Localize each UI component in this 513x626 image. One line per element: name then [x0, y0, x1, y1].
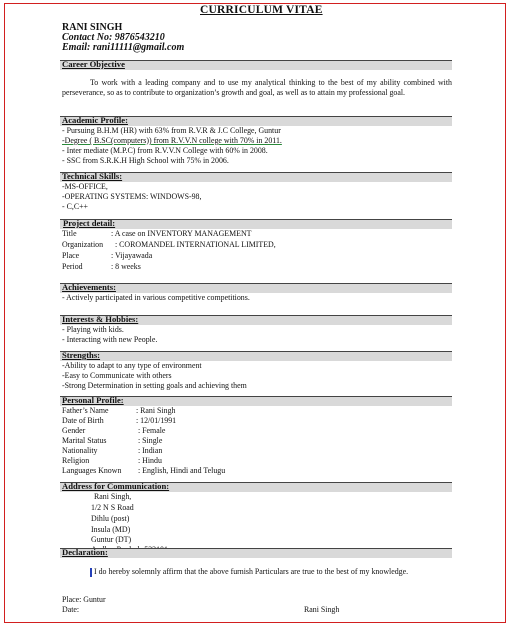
project-place-value: : Vijayawada	[111, 251, 153, 260]
address-heading: Address for Communication:	[62, 481, 170, 491]
project-title-value: : A case on INVENTORY MANAGEMENT	[111, 229, 252, 238]
project-period-value: : 8 weeks	[111, 262, 141, 271]
declaration-heading: Declaration:	[62, 547, 108, 557]
academic-item-2-text: -Degree ( B.SC(computers)) from R.V.V.N college with 70% in 2011.	[62, 136, 282, 145]
dob-label: Date of Birth	[62, 416, 104, 425]
academic-item-3: - Inter mediate (M.P.C) from R.V.V.N College with 60% in 2008.	[62, 146, 268, 155]
address-line-3: Dihlu (post)	[91, 514, 130, 523]
nationality-label: Nationality	[62, 446, 98, 455]
religion-value: : Hindu	[138, 456, 162, 465]
project-organization-label: Organization	[62, 240, 104, 249]
nationality-value: : Indian	[138, 446, 163, 455]
academic-item-2	[62, 136, 282, 146]
strengths-bar	[60, 351, 452, 361]
skill-item-3: - C,C++	[62, 202, 88, 211]
document-title: CURRICULUM VITAE	[200, 4, 323, 16]
career-objective-heading: Career Objective	[62, 59, 125, 69]
project-detail-bar	[60, 219, 452, 229]
dob-value: : 12/01/1991	[136, 416, 177, 425]
text-cursor-icon	[90, 568, 92, 577]
declaration-text	[62, 567, 452, 577]
gender-value: : Female	[138, 426, 166, 435]
interests-heading: Interests & Hobbies:	[62, 314, 139, 324]
academic-item-4: - SSC from S.R.K.H High School with 75% in 2006.	[62, 156, 229, 165]
candidate-name: RANI SINGH	[62, 22, 123, 33]
address-line-4: Insula (MD)	[91, 525, 131, 534]
project-place-label: Place	[62, 251, 80, 260]
achievement-item-1: - Actively participated in various competitive competitions.	[62, 293, 250, 302]
address-line-1: Rani Singh,	[94, 492, 132, 501]
career-objective-text: To work with a leading company and to use my analytical thinking to the best of my ability combined with perseverance, so as to contribute to organization’s growth and goal, as well as to attain my professional goal.	[62, 78, 452, 97]
strengths-heading: Strengths:	[62, 350, 101, 360]
marital-status-value: : Single	[138, 436, 163, 445]
father-name-value: : Rani Singh	[136, 406, 176, 415]
interest-item-1: - Playing with kids.	[62, 325, 124, 334]
interest-item-2: - Interacting with new People.	[62, 335, 158, 344]
skill-item-2: -OPERATING SYSTEMS: WINDOWS-98,	[62, 192, 202, 201]
email-address: Email: rani11111@gmail.com	[62, 42, 185, 53]
languages-label: Languages Known	[62, 466, 122, 475]
project-organization-value: : COROMANDEL INTERNATIONAL LIMITED,	[115, 240, 276, 249]
project-detail-heading: Project detail:	[63, 218, 116, 228]
skill-item-1: -MS-OFFICE,	[62, 182, 108, 191]
footer-place: Place: Guntur	[62, 595, 106, 604]
achievements-bar	[60, 283, 452, 293]
strength-item-1: -Ability to adapt to any type of environment	[62, 361, 202, 370]
strength-item-2: -Easy to Communicate with others	[62, 371, 172, 380]
project-title-label: Title	[62, 229, 77, 238]
religion-label: Religion	[62, 456, 90, 465]
languages-value: : English, Hindi and Telugu	[138, 466, 226, 475]
technical-skills-heading: Technical Skills:	[62, 171, 123, 181]
footer-signature: Rani Singh	[304, 605, 340, 614]
achievements-heading: Achievements:	[62, 282, 116, 292]
academic-item-1: - Pursuing B.H.M (HR) with 63% from R.V.R & J.C College, Guntur	[62, 126, 281, 135]
footer-date: Date:	[62, 605, 80, 614]
gender-label: Gender	[62, 426, 86, 435]
address-line-5: Guntur (DT)	[91, 535, 132, 544]
declaration-text-body: I do hereby solemnly affirm that the above furnish Particulars are true to the best of my knowledge.	[94, 567, 409, 576]
academic-profile-heading: Academic Profile:	[62, 115, 128, 125]
contact-number: Contact No: 9876543210	[62, 32, 165, 43]
marital-status-label: Marital Status	[62, 436, 107, 445]
father-name-label: Father’s Name	[62, 406, 109, 415]
address-line-2: 1/2 N S Road	[91, 503, 134, 512]
strength-item-3: -Strong Determination in setting goals and achieving them	[62, 381, 247, 390]
project-period-label: Period	[62, 262, 83, 271]
personal-profile-heading: Personal Profile:	[62, 395, 124, 405]
declaration-bar	[60, 548, 452, 558]
